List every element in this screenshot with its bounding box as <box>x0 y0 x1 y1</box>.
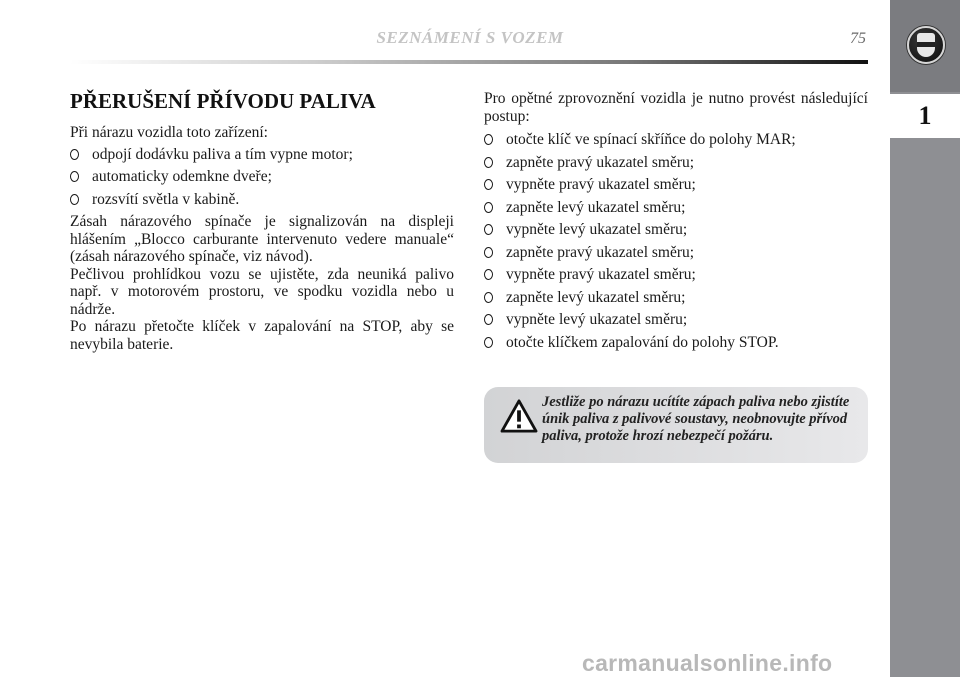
bullet-circle-icon <box>70 149 79 160</box>
logo-shield <box>917 33 935 57</box>
bullet-circle-icon <box>484 224 493 235</box>
bullet-circle-icon <box>484 202 493 213</box>
warning-box <box>484 387 868 463</box>
list-item: vypněte pravý ukazatel směru; <box>484 176 868 194</box>
effects-list <box>70 146 454 209</box>
page-number: 75 <box>850 30 866 47</box>
list-item: zapněte levý ukazatel směru; <box>484 199 868 217</box>
left-column <box>70 88 454 357</box>
watermark: carmanualsonline.info <box>582 650 833 676</box>
body-paragraph: Pečlivou prohlídkou vozu se ujistěte, zda neuniká palivo např. v motorovém prostoru, ve spodku vozidla nebo u nádrže. <box>70 265 454 318</box>
list-item: zapněte pravý ukazatel směru; <box>484 244 868 262</box>
bullet-circle-icon <box>484 337 493 348</box>
bullet-circle-icon <box>484 157 493 168</box>
list-item: zapněte levý ukazatel směru; <box>484 289 868 307</box>
body-paragraph: Po nárazu přetočte klíček v zapalování na STOP, aby se nevybila baterie. <box>70 318 454 353</box>
bullet-circle-icon <box>484 292 493 303</box>
procedure-intro: Pro opětné zprovoznění vozidla je nutno provést následující postup: <box>484 90 868 125</box>
list-item: zapněte pravý ukazatel směru; <box>484 154 868 172</box>
warning-triangle-icon <box>500 399 538 433</box>
list-item: otočte klíčkem zapalování do polohy STOP. <box>484 334 868 352</box>
bullet-circle-icon <box>484 134 493 145</box>
list-item: odpojí dodávku paliva a tím vypne motor; <box>70 146 454 164</box>
logo-flag <box>917 42 935 47</box>
body-paragraph: Zásah nárazového spínače je signalizován na displeji hlášením „Blocco carburante intervenuto vedere manuale“ (zásah nárazového spínače, viz návod). <box>70 213 454 265</box>
bullet-circle-icon <box>484 269 493 280</box>
logo-box <box>890 0 960 92</box>
list-item: vypněte levý ukazatel směru; <box>484 221 868 239</box>
right-column <box>484 90 868 356</box>
bullet-circle-icon <box>484 247 493 258</box>
list-item: vypněte levý ukazatel směru; <box>484 311 868 329</box>
warning-text: Jestliže po nárazu ucítíte zápach paliva nebo zjistíte únik paliva z palivové soustavy, neobnovujte přívod paliva, protože hrozí nebezpečí požáru. <box>542 394 850 444</box>
chapter-tab[interactable]: 1 <box>890 94 960 138</box>
lancia-logo-icon <box>907 26 945 64</box>
list-item: vypněte pravý ukazatel směru; <box>484 266 868 284</box>
bullet-circle-icon <box>484 314 493 325</box>
header-rule <box>70 60 868 64</box>
procedure-steps <box>484 131 868 351</box>
bullet-circle-icon <box>484 179 493 190</box>
section-title: PŘERUŠENÍ PŘÍVODU PALIVA <box>70 89 376 113</box>
bullet-circle-icon <box>70 171 79 182</box>
chapter-sidebar <box>890 0 960 677</box>
list-item: rozsvítí světla v kabině. <box>70 191 454 209</box>
list-item: otočte klíč ve spínací skříňce do polohy MAR; <box>484 131 868 149</box>
list-item: automaticky odemkne dveře; <box>70 168 454 186</box>
intro-paragraph: Při nárazu vozidla toto zařízení: <box>70 124 268 141</box>
bullet-circle-icon <box>70 194 79 205</box>
running-header-title: SEZNÁMENÍ S VOZEM <box>376 28 564 47</box>
